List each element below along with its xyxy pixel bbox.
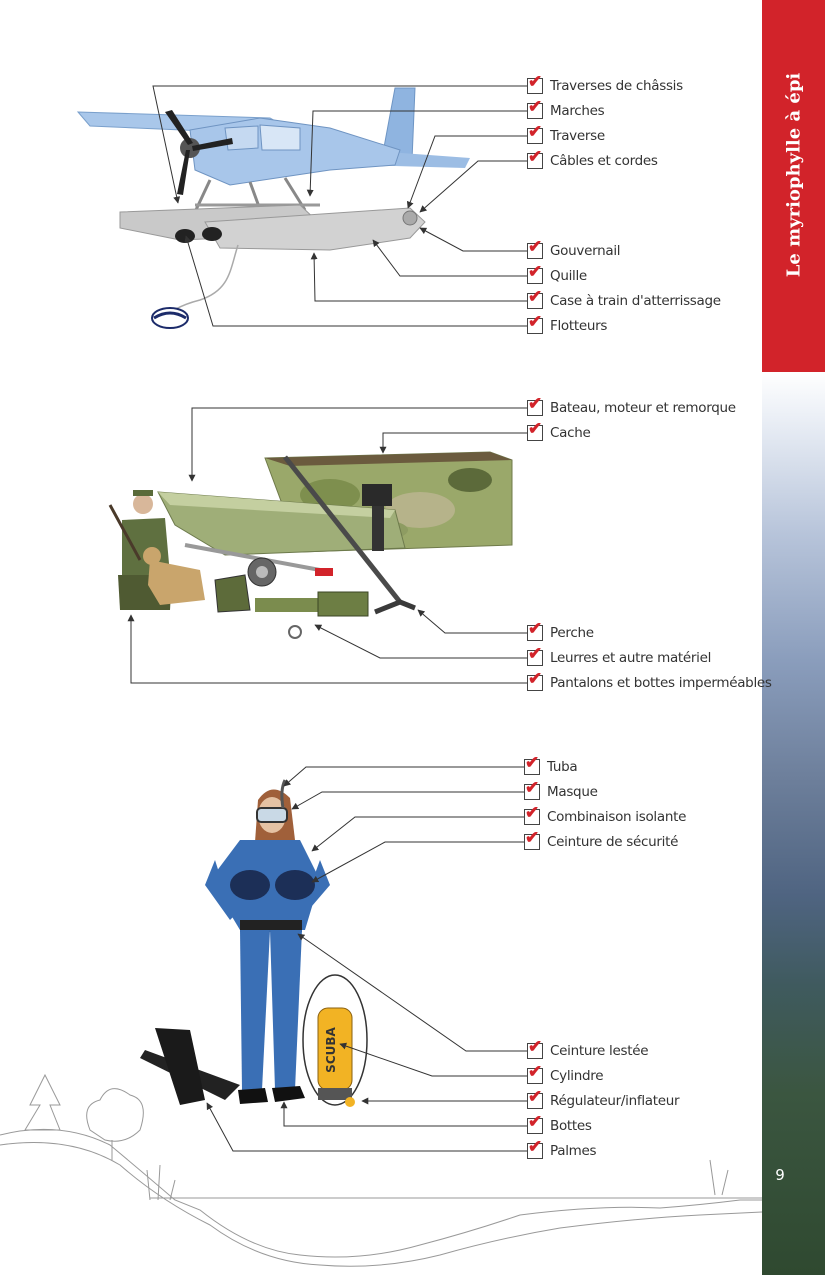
checklist-item-label: Câbles et cordes [550, 153, 658, 169]
checklist-item [527, 672, 772, 694]
floatplane-illustration [78, 88, 470, 328]
checklist-item [527, 100, 604, 122]
checklist-item [527, 240, 620, 262]
checklist-item-label: Gouvernail [550, 243, 621, 259]
checklist-item [527, 75, 683, 97]
diver-illustration [140, 780, 367, 1107]
checkbox-icon [524, 759, 540, 775]
boat-illustration [110, 452, 512, 638]
checklist-item [524, 806, 686, 828]
checklist-item [527, 647, 711, 669]
checkbox-icon [527, 1143, 543, 1159]
sidebar-water-photo [762, 372, 825, 1275]
checkbox-icon [527, 1068, 543, 1084]
checkbox-icon [527, 625, 543, 641]
checkbox-icon [527, 650, 543, 666]
checklist-item [527, 1090, 679, 1112]
checklist-item-label: Leurres et autre matériel [550, 650, 712, 666]
checklist-item-label: Régulateur/inflateur [550, 1093, 680, 1109]
checkbox-icon [527, 103, 543, 119]
checkbox-icon [527, 153, 543, 169]
checklist-item [524, 831, 678, 853]
checkbox-icon [527, 293, 543, 309]
checkbox-icon [527, 78, 543, 94]
checklist-item-label: Quille [550, 268, 587, 284]
checklist-item-label: Cache [550, 425, 591, 441]
checklist-item [527, 422, 590, 444]
checklist-item-label: Masque [547, 784, 598, 800]
checklist-item-label: Perche [550, 625, 594, 641]
checkbox-icon [527, 425, 543, 441]
checklist-item-label: Cylindre [550, 1068, 604, 1084]
checkbox-icon [527, 128, 543, 144]
checkbox-icon [527, 268, 543, 284]
checkbox-icon [527, 1093, 543, 1109]
checklist-item-label: Combinaison isolante [547, 809, 687, 825]
checklist-item [527, 622, 594, 644]
checklist-item [527, 1115, 592, 1137]
checklist-item-label: Ceinture de sécurité [547, 834, 679, 850]
checklist-item-label: Tuba [547, 759, 578, 775]
checklist-item [527, 150, 658, 172]
checkbox-icon [524, 784, 540, 800]
checklist-item-label: Palmes [550, 1143, 597, 1159]
page-number: 9 [775, 1166, 785, 1184]
checklist-item-label: Marches [550, 103, 605, 119]
checklist-item [524, 756, 577, 778]
checklist-item [527, 315, 607, 337]
checkbox-icon [524, 809, 540, 825]
checkbox-icon [527, 318, 543, 334]
checkbox-icon [527, 1118, 543, 1134]
checkbox-icon [527, 243, 543, 259]
checklist-item [527, 1040, 648, 1062]
checklist-item-label: Flotteurs [550, 318, 608, 334]
checklist-item [527, 290, 721, 312]
checklist-item [527, 397, 736, 419]
checklist-item-label: Ceinture lestée [550, 1043, 649, 1059]
sidebar-title-box [762, 0, 825, 372]
checklist-item-label: Traverse [550, 128, 605, 144]
checklist-item-label: Traverses de châssis [550, 78, 683, 94]
checkbox-icon [527, 675, 543, 691]
checklist-item [524, 781, 598, 803]
sidebar-title: Le myriophylle à épi [783, 72, 804, 278]
checklist-item [527, 1065, 603, 1087]
checklist-item-label: Pantalons et bottes imperméables [550, 675, 772, 691]
checklist-item [527, 1140, 596, 1162]
checklist-item-label: Case à train d'atterrissage [550, 293, 721, 309]
checklist-item-label: Bateau, moteur et remorque [550, 400, 736, 416]
checkbox-icon [527, 400, 543, 416]
tank-label: SCUBA [324, 1027, 338, 1073]
checklist-item [527, 265, 587, 287]
checkbox-icon [527, 1043, 543, 1059]
checkbox-icon [524, 834, 540, 850]
checklist-item [527, 125, 605, 147]
checklist-item-label: Bottes [550, 1118, 592, 1134]
